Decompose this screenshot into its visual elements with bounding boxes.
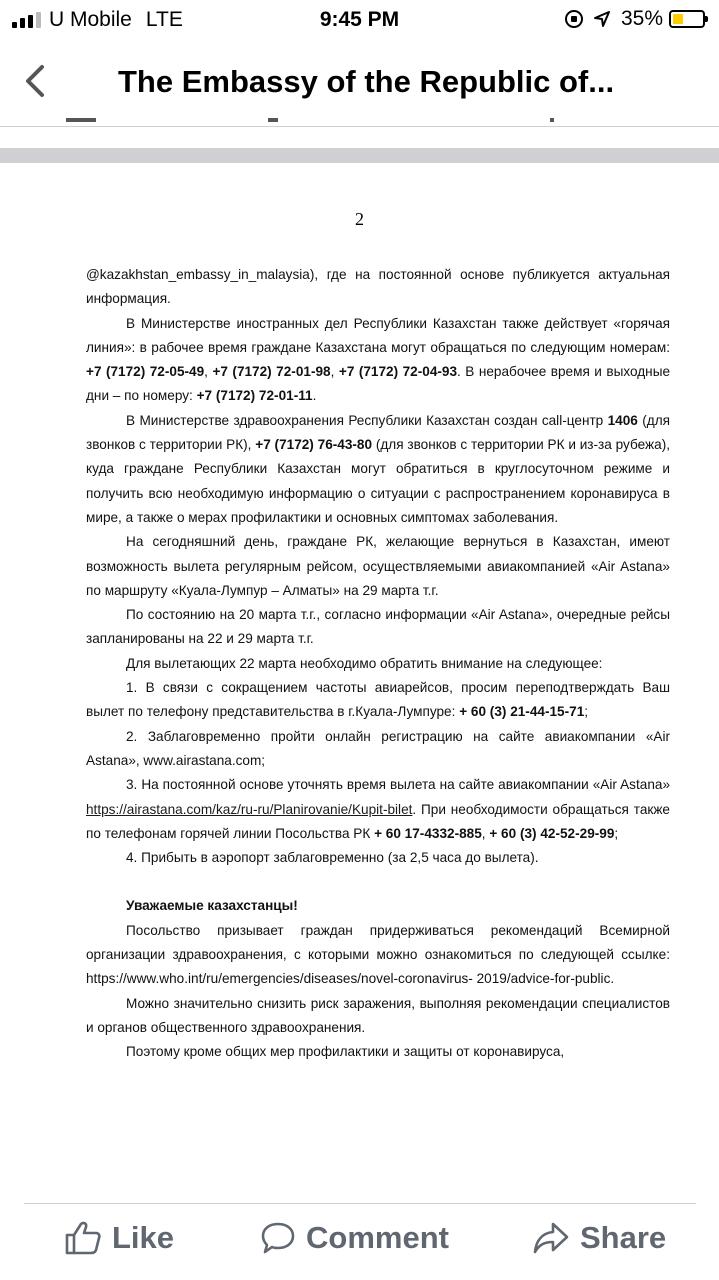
list-item-4: 4. Прибыть в аэропорт заблаговременно (за 2,5 часа до вылета).	[126, 850, 539, 866]
page-edge-line	[0, 126, 719, 127]
phone-number: +7 (7172) 76-43-80	[255, 437, 373, 453]
paragraph-5: По состоянию на 20 марта т.г., согласно информации «Air Astana», очередные рейсы запланированы на 22 и 29 марта т.г.	[86, 607, 670, 647]
action-bar	[0, 1212, 719, 1272]
status-time: 9:45 PM	[319, 8, 400, 31]
phone-number: +7 (7172) 72-01-11	[196, 388, 313, 404]
comment-button[interactable]	[260, 1220, 449, 1256]
comment-label: Comment	[306, 1220, 449, 1255]
paragraph-4: На сегодняшний день, граждане РК, желающие вернуться в Казахстан, имеют возможность вылета регулярным рейсом, осуществляемыми авиакомпанией «Air Astana» по маршруту «Куала-Лумпур – Алматы» на 29 марта т.г.	[86, 534, 670, 598]
thumbs-up-icon	[64, 1220, 102, 1256]
phone-number: + 60 (3) 21-44-15-71	[459, 704, 585, 720]
phone-number: +7 (7172) 72-01-98	[212, 364, 331, 380]
paragraph-13: Можно значительно снизить риск заражения, выполняя рекомендации специалистов и органов общественного здравоохранения.	[86, 995, 670, 1035]
paragraph-2: В Министерстве иностранных дел Республики Казахстан также действует «горячая линия»: в рабочее время граждане Казахстана могут обращаться по следующим номерам: +7 (7172) 72-05-49, +7 (7172) 72-01-98, +7 (7172) 72-04-93. В нерабочее время и выходные дни – по номеру: +7 (7172) 72-01-11.	[86, 315, 671, 404]
section-heading: Уважаемые казахстанцы!	[126, 898, 298, 914]
page-number: 2	[355, 209, 364, 229]
paragraph-3: В Министерстве здравоохранения Республики Казахстан создан call-центр 1406 (для звонков с территории РК), +7 (7172) 76-43-80 (для звонков с территории РК и из-за рубежа), куда граждане Республики Казахстан могут обратиться в круглосуточном режиме и получить всю необходимую информацию о ситуации с распространением коронавируса в мире, а также о мерах профилактики и основных симптомах заболевания.	[86, 412, 671, 525]
status-right	[565, 7, 705, 31]
list-item-3: 3. На постоянной основе уточнять время вылета на сайте авиакомпании «Air Astana» https://airastana.com/kaz/ru-ru/Planirovanie/Kupit-bilet. При необходимости обращаться также по телефонам горячей линии Посольства РК + 60 17-4332-885, + 60 (3) 42-52-29-99;	[86, 777, 670, 841]
phone-number: +7 (7172) 72-04-93	[338, 364, 458, 380]
paragraph-6: Для вылетающих 22 марта необходимо обратить внимание на следующее:	[126, 655, 603, 671]
page-separator	[0, 148, 719, 163]
list-item-1: 1. В связи с сокращением частоты авиарейсов, просим переподтверждать Ваш вылет по телефону представительства в г.Куала-Лумпуре: + 60 (3) 21-44-15-71;	[86, 680, 670, 720]
paragraph-12: Посольство призывает граждан придерживаться рекомендаций Всемирной организации здравоохранения, с которыми можно ознакомиться по следующей ссылке: https://www.who.int/ru/emergencies/diseases/novel-coronavirus- 2019/advice-for-public.	[86, 922, 670, 987]
document-body	[86, 263, 670, 1065]
airastana-link[interactable]: https://airastana.com/kaz/ru-ru/Planirovanie/Kupit-bilet	[86, 801, 413, 817]
comment-bubble-icon	[260, 1220, 296, 1256]
paragraph-1: @kazakhstan_embassy_in_malaysia), где на постоянной основе публикуется актуальная информация.	[86, 267, 670, 307]
battery-percent: 35%	[620, 7, 663, 30]
list-item-2: 2. Заблаговременно пройти онлайн регистрацию на сайте авиакомпании «Air Astana», www.airastana.com;	[86, 728, 670, 768]
status-bar	[0, 0, 719, 40]
battery-icon	[669, 10, 705, 28]
share-arrow-icon	[532, 1221, 570, 1255]
battery-fill	[673, 14, 683, 24]
like-label: Like	[112, 1220, 175, 1255]
back-chevron-icon[interactable]	[20, 64, 50, 98]
document-page[interactable]	[0, 163, 719, 1203]
location-icon	[593, 10, 611, 28]
rotation-lock-icon	[565, 10, 583, 28]
carrier-name: U Mobile	[49, 8, 132, 31]
phone-number: +7 (7172) 72-05-49	[86, 364, 205, 380]
network-type: LTE	[145, 8, 183, 31]
actions-divider	[24, 1203, 696, 1204]
share-label: Share	[580, 1220, 667, 1255]
paragraph-14: Поэтому кроме общих мер профилактики и защиты от коронавируса,	[126, 1044, 565, 1060]
like-button[interactable]	[64, 1220, 174, 1256]
call-center-number: 1406	[607, 412, 638, 428]
nav-header	[0, 44, 719, 118]
page-title: The Embassy of the Republic of...	[118, 64, 615, 99]
phone-number: + 60 (3) 42-52-29-99	[489, 825, 615, 841]
share-button[interactable]	[532, 1220, 666, 1256]
phone-number: + 60 17-4332-885	[374, 825, 482, 841]
